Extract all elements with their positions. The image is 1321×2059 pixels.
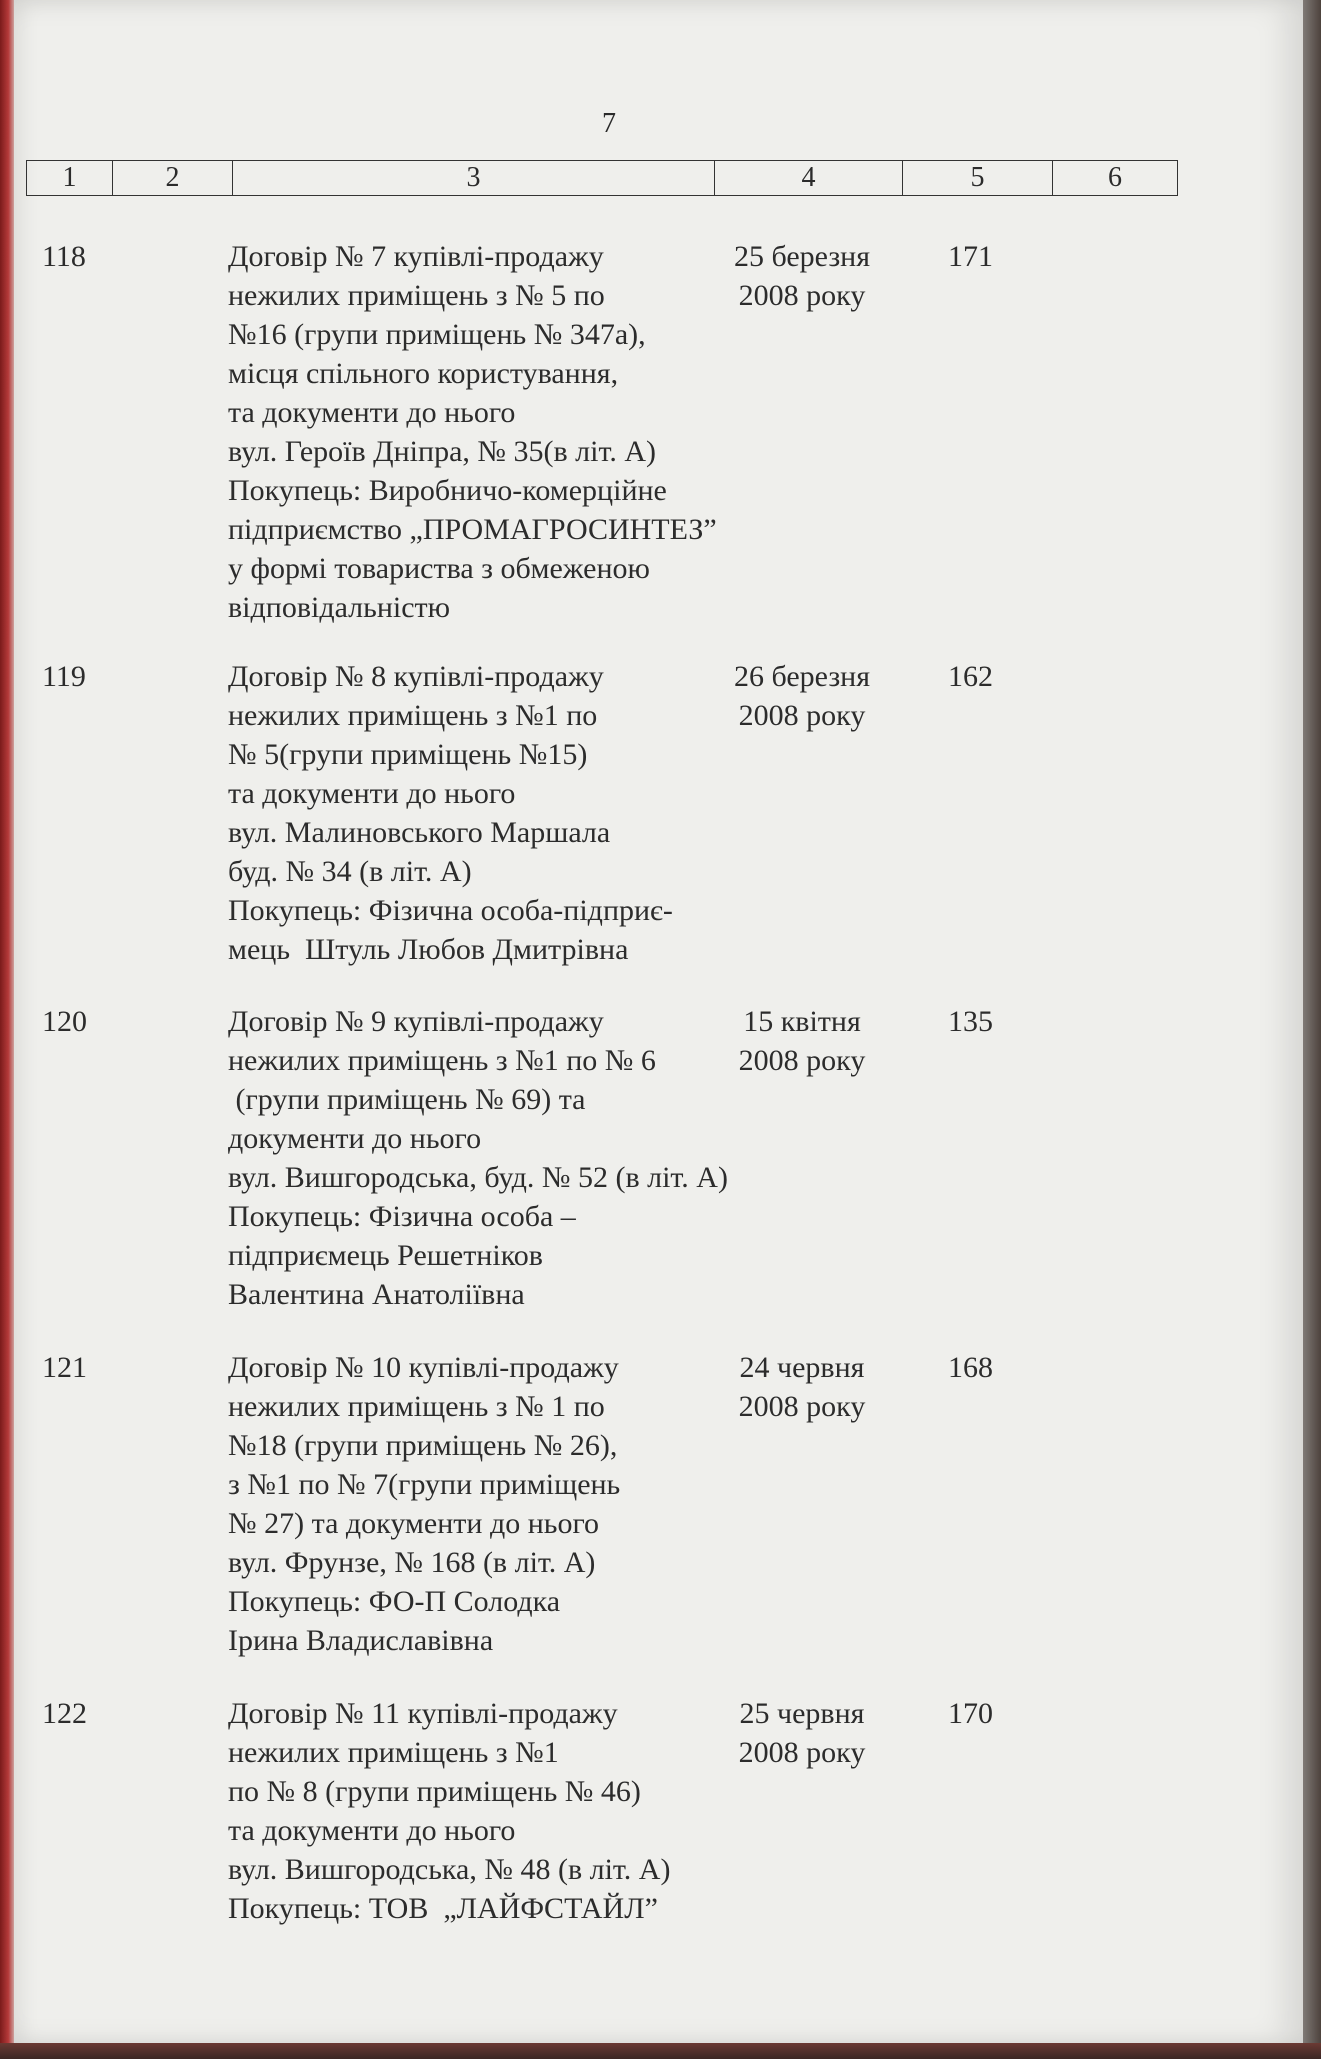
record-number: 119: [42, 660, 86, 693]
record-number: 121: [42, 1351, 87, 1384]
record-date: 15 квітня 2008 року: [738, 1005, 866, 1077]
table-header: [26, 160, 1178, 196]
record-number: 122: [42, 1697, 87, 1730]
record-number: 120: [42, 1005, 87, 1038]
record-description: Договір № 11 купівлі-продажу нежилих приміщень з №1 по № 8 (групи приміщень № 46) та документи до нього вул. Вишгородська, № 48 (в літ. А) Покупець: ТОВ „ЛАЙФСТАЙЛ”: [228, 1697, 671, 1925]
page-right-edge: [1303, 0, 1321, 2059]
page-number: 7: [602, 108, 616, 139]
record-description: Договір № 10 купівлі-продажу нежилих приміщень з № 1 по №18 (групи приміщень № 26), з №1 по № 7(групи приміщень № 27) та документи до нього вул. Фрунзе, № 168 (в літ. А) Покупець: ФО-П Солодка Ірина Владиславівна: [228, 1351, 621, 1657]
header-col-3: 3: [233, 161, 715, 195]
header-col-2: 2: [113, 161, 233, 195]
record-pages: 162: [948, 660, 993, 693]
record-date: 26 березня 2008 року: [733, 660, 871, 732]
header-col-6: 6: [1108, 162, 1122, 193]
page-bottom-edge: [0, 2043, 1321, 2059]
record-pages: 170: [948, 1697, 993, 1730]
record-pages: 135: [948, 1005, 993, 1038]
record-number: 118: [42, 240, 86, 273]
header-col-5: 5: [903, 161, 1053, 195]
record-description: Договір № 9 купівлі-продажу нежилих приміщень з №1 по № 6 (групи приміщень № 69) та документи до нього вул. Вишгородська, буд. № 52 (в літ. А) Покупець: Фізична особа – підприємець Решетніков Валентина Анатоліївна: [228, 1005, 728, 1311]
record-description: Договір № 8 купівлі-продажу нежилих приміщень з №1 по № 5(групи приміщень №15) та документи до нього вул. Малиновського Маршала буд. № 34 (в літ. А) Покупець: Фізична особа-підприє- мець Штуль Любов Дмитрівна: [228, 660, 673, 966]
header-col-4: 4: [715, 161, 903, 195]
record-pages: 168: [948, 1351, 993, 1384]
header-col-1: 1: [27, 161, 113, 195]
record-pages: 171: [948, 240, 993, 273]
record-date: 25 червня 2008 року: [738, 1697, 866, 1769]
record-date: 24 червня 2008 року: [738, 1351, 866, 1423]
record-date: 25 березня 2008 року: [733, 240, 871, 312]
record-description: Договір № 7 купівлі-продажу нежилих приміщень з № 5 по №16 (групи приміщень № 347а), місця спільного користування, та документи до нього вул. Героїв Дніпра, № 35(в літ. А) Покупець: Виробничо-комерційне підприємство „ПРОМАГРОСИНТЕЗ” у формі товариства з обмеженою відповідальністю: [228, 240, 717, 624]
